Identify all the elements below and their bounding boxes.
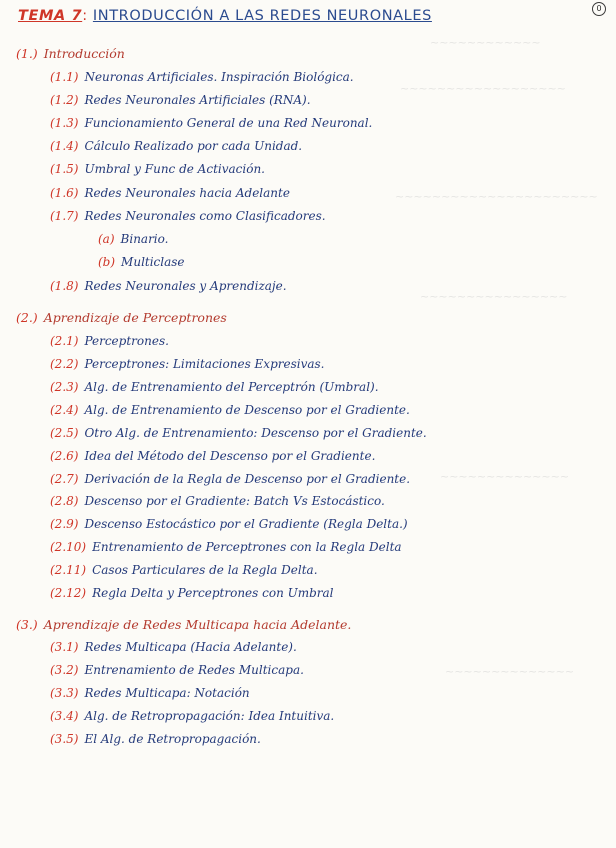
outline-number: (3.) bbox=[16, 617, 38, 632]
bleed-through-mark: ~~~~~~~~~~~~~~ bbox=[445, 665, 575, 678]
outline-number: (3.2) bbox=[50, 663, 79, 677]
outline-label: Entrenamiento de Perceptrones con la Regla Delta bbox=[92, 540, 402, 554]
outline-item bbox=[50, 70, 354, 84]
outline-item bbox=[50, 563, 318, 577]
subitem-line bbox=[98, 232, 168, 246]
outline-item bbox=[50, 186, 290, 200]
outline-label: Redes Multicapa (Hacia Adelante). bbox=[84, 640, 297, 654]
outline-label: Alg. de Entrenamiento de Descenso por el Gradiente. bbox=[84, 403, 410, 417]
outline-label: Redes Multicapa: Notación bbox=[84, 686, 250, 700]
outline-number: (1.) bbox=[16, 46, 38, 61]
outline-number: (3.4) bbox=[50, 709, 79, 723]
outline-number: (1.3) bbox=[50, 116, 79, 130]
section-heading bbox=[16, 617, 351, 632]
title-text: INTRODUCCIÓN A LAS REDES NEURONALES bbox=[92, 8, 432, 24]
outline-item bbox=[50, 403, 410, 417]
outline-label: Casos Particulares de la Regla Delta. bbox=[92, 563, 318, 577]
outline-item bbox=[50, 357, 325, 371]
bleed-through-mark: ~~~~~~~~~~~~~~~~~~~~~~ bbox=[395, 190, 598, 203]
outline-item bbox=[50, 334, 169, 348]
outline-item bbox=[50, 540, 402, 554]
outline-item bbox=[50, 279, 287, 293]
outline-number: (1.7) bbox=[50, 209, 79, 223]
outline-number: (1.8) bbox=[50, 279, 79, 293]
outline-item bbox=[50, 449, 375, 463]
outline-label: Aprendizaje de Redes Multicapa hacia Adelante. bbox=[43, 617, 352, 632]
outline-item bbox=[50, 686, 250, 700]
section-heading bbox=[16, 46, 125, 61]
outline-label: Redes Neuronales Artificiales (RNA). bbox=[84, 93, 311, 107]
outline-number: (3.3) bbox=[50, 686, 79, 700]
page-number-circle bbox=[592, 2, 606, 16]
outline-number: (2.11) bbox=[50, 563, 87, 577]
outline-label: Binario. bbox=[120, 232, 169, 246]
outline-number: (2.6) bbox=[50, 449, 79, 463]
outline-number: (2.10) bbox=[50, 540, 87, 554]
outline-item bbox=[50, 663, 304, 677]
section-heading bbox=[16, 310, 227, 325]
outline-item bbox=[50, 732, 261, 746]
title-tema: TEMA 7 bbox=[18, 8, 83, 24]
outline-item bbox=[50, 139, 302, 153]
outline-number: (2.12) bbox=[50, 586, 87, 600]
outline-label: Umbral y Func de Activación. bbox=[84, 162, 265, 176]
outline-label: Redes Neuronales y Aprendizaje. bbox=[84, 279, 287, 293]
outline-item bbox=[50, 517, 408, 531]
outline-label: Descenso Estocástico por el Gradiente (Regla Delta.) bbox=[84, 517, 408, 531]
bleed-through-mark: ~~~~~~~~~~~~~~~~ bbox=[420, 290, 568, 303]
outline-label: El Alg. de Retropropagación. bbox=[84, 732, 261, 746]
outline-label: Perceptrones: Limitaciones Expresivas. bbox=[84, 357, 325, 371]
outline-number: (3.5) bbox=[50, 732, 79, 746]
page-title bbox=[18, 8, 432, 24]
outline-number: (2.7) bbox=[50, 472, 79, 486]
outline-item bbox=[50, 586, 334, 600]
outline-number: (1.2) bbox=[50, 93, 79, 107]
outline-label: Neuronas Artificiales. Inspiración Biológica. bbox=[84, 70, 354, 84]
outline-item bbox=[50, 380, 379, 394]
outline-number: (a) bbox=[98, 232, 115, 246]
outline-label: Cálculo Realizado por cada Unidad. bbox=[84, 139, 303, 153]
outline-number: (2.4) bbox=[50, 403, 79, 417]
outline-number: (3.1) bbox=[50, 640, 79, 654]
outline-number: (2.5) bbox=[50, 426, 79, 440]
outline-item bbox=[50, 162, 265, 176]
outline-number: (1.6) bbox=[50, 186, 79, 200]
outline-item bbox=[50, 709, 334, 723]
outline-item bbox=[50, 472, 410, 486]
outline-number: (2.1) bbox=[50, 334, 79, 348]
outline-label: Entrenamiento de Redes Multicapa. bbox=[84, 663, 304, 677]
outline-number: (b) bbox=[98, 255, 116, 269]
title-colon: : bbox=[82, 8, 88, 24]
outline-label: Redes Neuronales como Clasificadores. bbox=[84, 209, 326, 223]
outline-label: Alg. de Retropropagación: Idea Intuitiva. bbox=[84, 709, 335, 723]
outline-label: Derivación de la Regla de Descenso por el Gradiente. bbox=[84, 472, 411, 486]
outline-number: (2.2) bbox=[50, 357, 79, 371]
page-number: 0 bbox=[596, 4, 602, 13]
subitem-line bbox=[98, 255, 185, 269]
bleed-through-mark: ~~~~~~~~~~~~~~ bbox=[440, 470, 570, 483]
bleed-through-mark: ~~~~~~~~~~~~~~~~~~ bbox=[400, 82, 566, 95]
outline-label: Alg. de Entrenamiento del Perceptrón (Umbral). bbox=[84, 380, 379, 394]
outline-item bbox=[50, 209, 326, 223]
outline-label: Funcionamiento General de una Red Neuronal. bbox=[84, 116, 373, 130]
outline-label: Idea del Método del Descenso por el Gradiente. bbox=[84, 449, 376, 463]
outline-label: Redes Neuronales hacia Adelante bbox=[84, 186, 290, 200]
outline-label: Aprendizaje de Perceptrones bbox=[43, 310, 227, 325]
outline-label: Regla Delta y Perceptrones con Umbral bbox=[92, 586, 334, 600]
outline-number: (2.) bbox=[16, 310, 38, 325]
outline-label: Descenso por el Gradiente: Batch Vs Estocástico. bbox=[84, 494, 385, 508]
outline-number: (2.8) bbox=[50, 494, 79, 508]
bleed-through-mark: ~~~~~~~~~~~~ bbox=[430, 36, 541, 49]
outline-item bbox=[50, 116, 372, 130]
outline-number: (1.5) bbox=[50, 162, 79, 176]
outline-number: (1.4) bbox=[50, 139, 79, 153]
outline-label: Otro Alg. de Entrenamiento: Descenso por el Gradiente. bbox=[84, 426, 427, 440]
outline-label: Perceptrones. bbox=[84, 334, 169, 348]
outline-number: (1.1) bbox=[50, 70, 79, 84]
outline-number: (2.9) bbox=[50, 517, 79, 531]
outline-label: Multiclase bbox=[121, 255, 185, 269]
outline-item bbox=[50, 93, 311, 107]
outline-item bbox=[50, 640, 297, 654]
outline-number: (2.3) bbox=[50, 380, 79, 394]
outline-item bbox=[50, 494, 385, 508]
outline-label: Introducción bbox=[43, 46, 125, 61]
outline-item bbox=[50, 426, 427, 440]
